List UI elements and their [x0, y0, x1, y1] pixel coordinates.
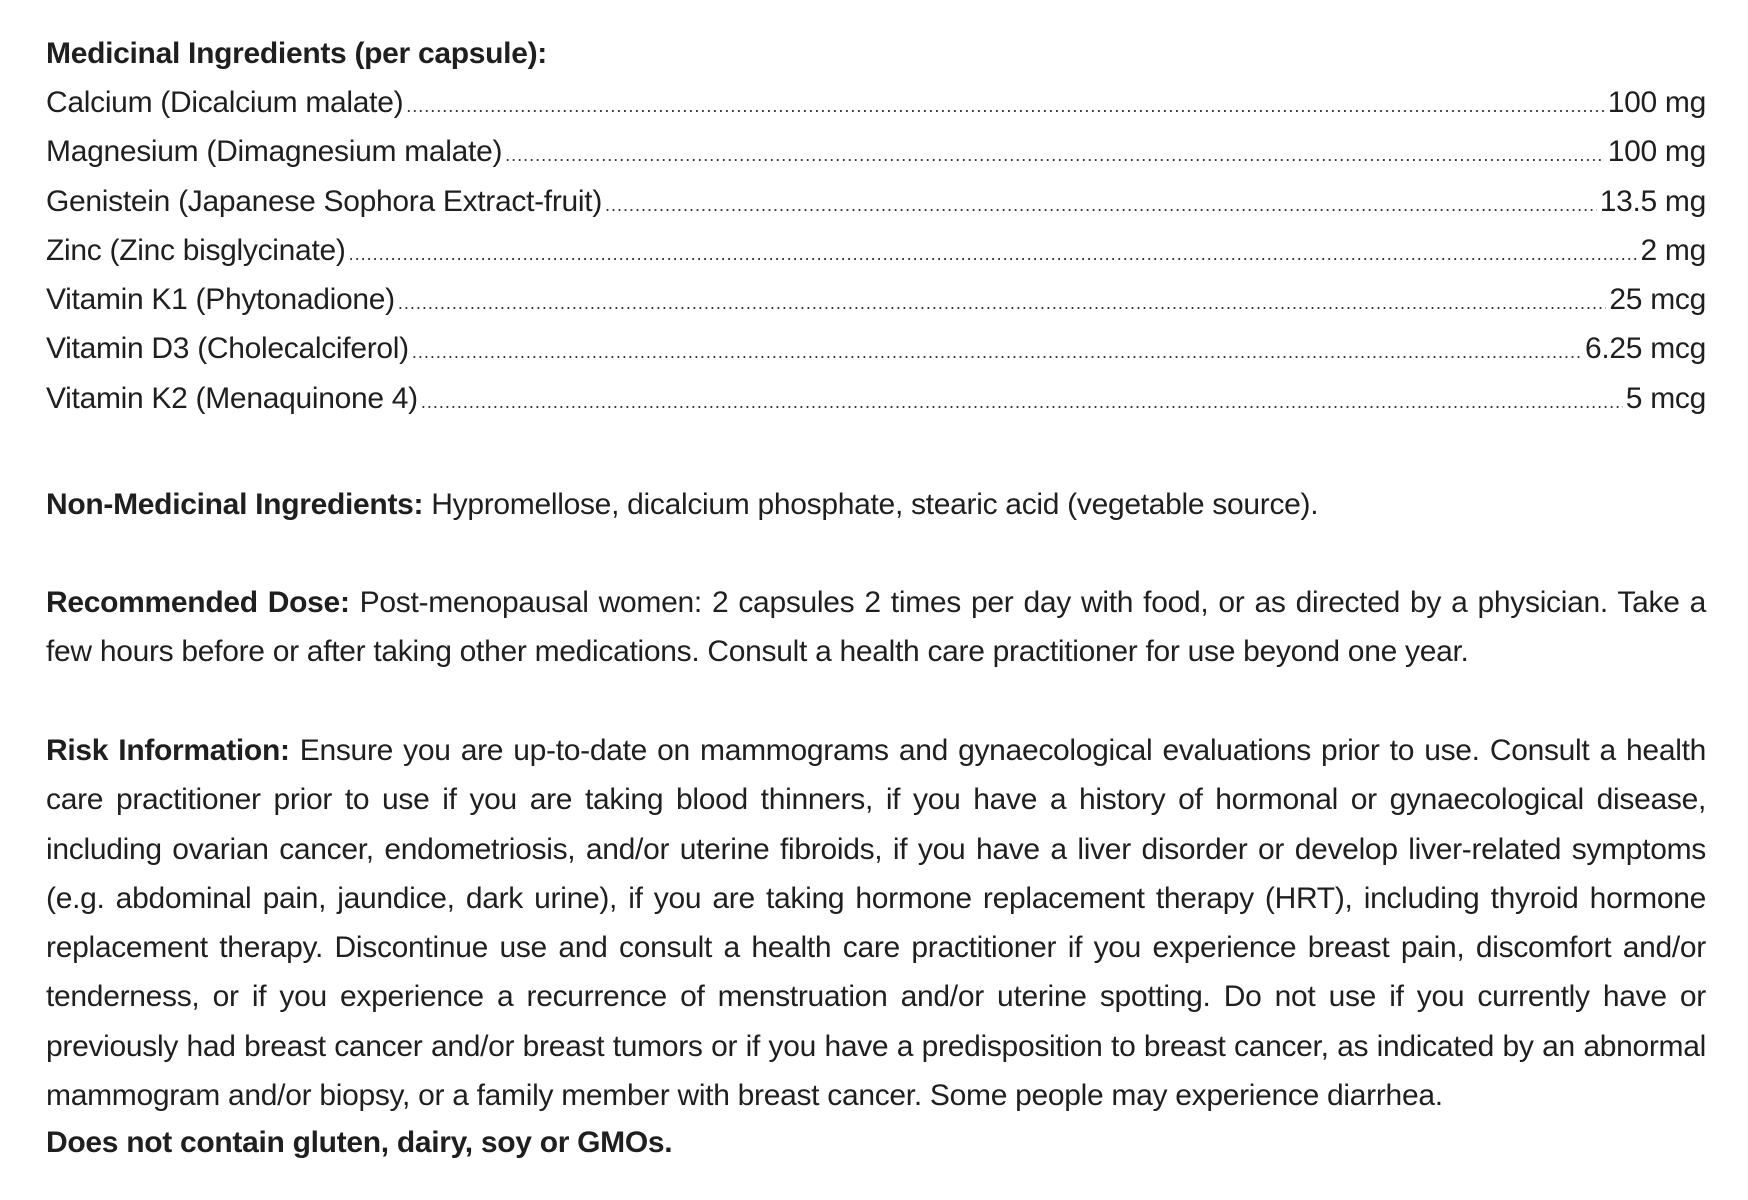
ingredient-amount: 25 mcg: [1609, 283, 1706, 317]
recommended-dose-text: Post-menopausal women: 2 capsules 2 times per day with food, or as directed by a physician. Take a few hours before or after taking other medications. Consult a health care practitioner for use beyond one year.: [46, 586, 1706, 669]
ingredient-name: Vitamin K2 (Menaquinone 4): [46, 381, 418, 415]
ingredient-amount: 13.5 mg: [1599, 184, 1706, 218]
dot-leader: [421, 378, 1623, 427]
recommended-dose-paragraph: [46, 578, 1706, 677]
medicinal-ingredients-heading: Medicinal Ingredients (per capsule):: [46, 37, 547, 70]
dot-leader: [412, 328, 1582, 377]
ingredient-name: Magnesium (Dimagnesium malate): [46, 135, 503, 169]
dot-leader: [505, 131, 1605, 180]
risk-information-label: Risk Information:: [46, 734, 290, 767]
dot-leader: [398, 279, 1607, 328]
recommended-dose-label: Recommended Dose:: [46, 586, 350, 619]
ingredient-row: [46, 78, 1706, 127]
ingredient-amount: 5 mcg: [1625, 381, 1706, 415]
ingredient-list: [46, 78, 1706, 423]
ingredient-amount: 2 mg: [1640, 233, 1706, 267]
ingredient-name: Vitamin D3 (Cholecalciferol): [46, 332, 409, 366]
ingredient-name: Genistein (Japanese Sophora Extract-fruit): [46, 184, 603, 218]
risk-information-paragraph: [46, 726, 1706, 1120]
ingredient-name: Zinc (Zinc bisglycinate): [46, 233, 346, 267]
ingredient-name: Calcium (Dicalcium malate): [46, 86, 404, 119]
ingredient-amount: 100 mg: [1607, 86, 1706, 119]
allergen-free-statement: Does not contain gluten, dairy, soy or GMOs.: [46, 1126, 673, 1159]
ingredient-amount: 100 mg: [1607, 135, 1706, 169]
risk-information-text: Ensure you are up-to-date on mammograms and gynaecological evaluations prior to use. Consult a health care practitioner prior to use if you are taking blood thinners, if you have a history of hormonal or gynaecological disease, including ovarian cancer, endometriosis, and/or uterine fibroids, if you have a liver disorder or develop liver-related symptoms (e.g. abdominal pain, jaundice, dark urine), if you are taking hormone replacement therapy (HRT), including thyroid hormone replacement therapy. Discontinue use and consult a health care practitioner if you experience breast pain, discomfort and/or tenderness, or if you experience a recurrence of menstruation and/or uterine spotting. Do not use if you currently have or previously had breast cancer and/or breast tumors or if you have a predisposition to breast cancer, as indicated by an abnormal mammogram and/or biopsy, or a family member with breast cancer. Some people may experience diarrhea.: [46, 734, 1706, 1113]
dot-leader: [406, 82, 1604, 131]
dot-leader: [349, 230, 1638, 279]
dot-leader: [605, 181, 1597, 230]
medicinal-ingredients-section: [46, 30, 1706, 423]
ingredient-row: [46, 226, 1706, 275]
ingredient-row: [46, 324, 1706, 373]
non-medicinal-ingredients-label: Non-Medicinal Ingredients:: [46, 488, 424, 521]
ingredient-name: Vitamin K1 (Phytonadione): [46, 283, 395, 317]
ingredient-row: [46, 127, 1706, 176]
ingredient-amount: 6.25 mcg: [1585, 332, 1706, 366]
ingredient-row: [46, 177, 1706, 226]
non-medicinal-ingredients-text: Hypromellose, dicalcium phosphate, stearic acid (vegetable source).: [423, 488, 1319, 521]
ingredient-row: [46, 275, 1706, 324]
ingredient-row: [46, 374, 1706, 423]
non-medicinal-ingredients-paragraph: [46, 480, 1706, 529]
